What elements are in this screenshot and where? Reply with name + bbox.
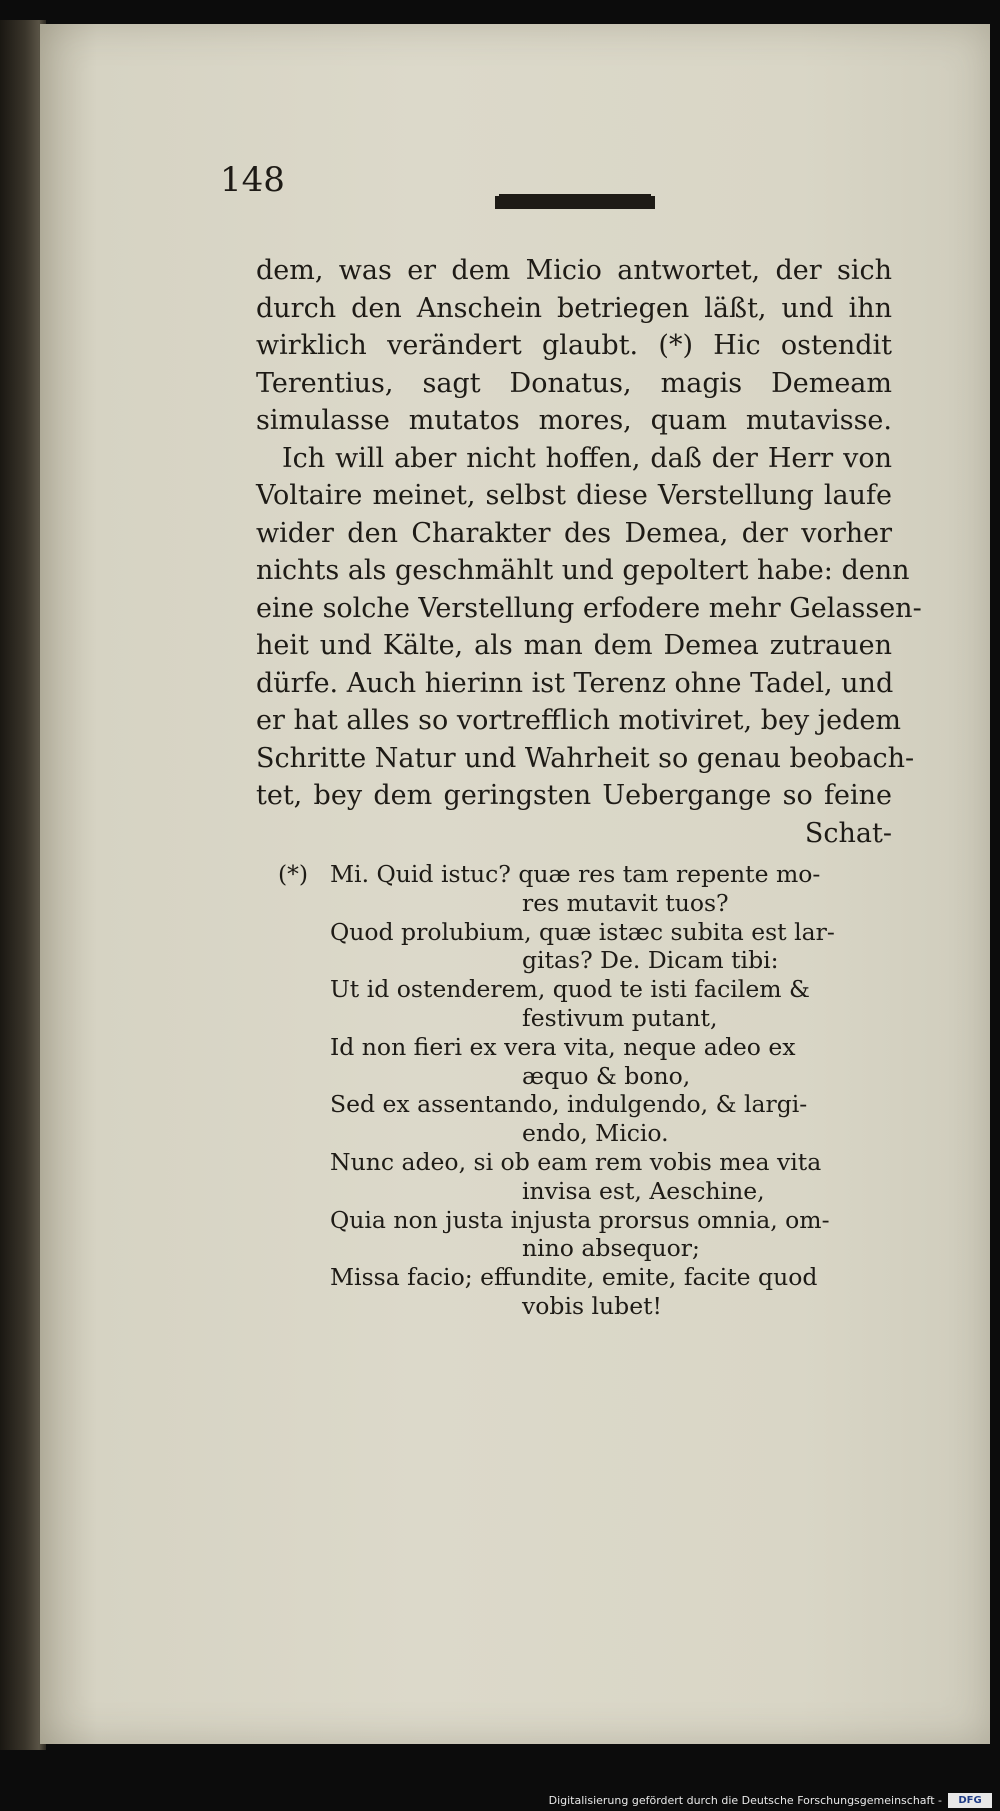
text-line: tet, bey dem geringsten Uebergange so feine — [256, 780, 892, 811]
footnote-line: Id non fieri ex vera vita, neque adeo ex — [330, 1032, 796, 1061]
page-number: 148 — [220, 160, 285, 200]
footnote-line: gitas? De. Dicam tibi: — [522, 946, 779, 975]
text-line: dürfe. Auch hierinn ist Terenz ohne Tadel, und — [256, 667, 894, 699]
footnote — [278, 860, 892, 1321]
text-line: heit und Kälte, als man dem Demea zutrauen — [256, 630, 892, 661]
footnote-line: Nunc adeo, si ob eam rem vobis mea vita — [330, 1147, 822, 1176]
dfg-logo: DFG — [948, 1793, 992, 1808]
text-line: nichts als geschmählt und gepoltert habe: denn — [256, 555, 910, 586]
footnote-line: Mi. Quid istuc? quæ res tam repente mo- — [330, 860, 821, 888]
digitization-credit: Digitalisierung gefördert durch die Deutsche Forschungsgemeinschaft - — [548, 1794, 942, 1807]
footnote-line: æquo & bono, — [522, 1061, 691, 1090]
footnote-line: endo, Micio. — [522, 1119, 669, 1148]
text-line: eine solche Verstellung erfodere mehr Gelassen- — [256, 592, 922, 624]
text-line: Ich will aber nicht hoffen, daß der Herr von — [282, 442, 892, 474]
footnote-line: festivum putant, — [522, 1003, 718, 1032]
text-line: er hat alles so vortrefflich motiviret, bey jedem — [256, 705, 902, 736]
text-line: dem, was er dem Micio antwortet, der sich — [256, 255, 892, 286]
text-line: Terentius, sagt Donatus, magis Demeam — [256, 367, 892, 399]
text-line: durch den Anschein betriegen läßt, und ihn — [256, 292, 892, 324]
footnote-line: Ut id ostenderem, quod te isti facilem & — [330, 975, 810, 1004]
footer-bar — [0, 1789, 1000, 1811]
text-line: Schritte Natur und Wahrheit so genau beobach- — [256, 742, 915, 774]
footnote-line: Quod prolubium, quæ istæc subita est lar- — [330, 917, 835, 946]
footnote-marker: (*) — [278, 860, 309, 888]
footnote-line: vobis lubet! — [522, 1291, 663, 1320]
footnote-line: Quia non justa injusta prorsus omnia, om- — [330, 1205, 830, 1234]
footnote-line: Sed ex assentando, indulgendo, & largi- — [330, 1090, 808, 1119]
main-text — [256, 252, 922, 852]
footnote-line: nino absequor; — [522, 1234, 700, 1263]
footnote-line: invisa est, Aeschine, — [522, 1176, 765, 1205]
text-line: Voltaire meinet, selbst diese Verstellung laufe — [256, 480, 892, 511]
footnote-entry — [278, 860, 892, 889]
catchword: Schat- — [804, 817, 892, 849]
footnote-line: Missa facio; effundite, emite, facite quod — [330, 1263, 818, 1292]
header-rule — [495, 196, 655, 209]
text-line: simulasse mutatos mores, quam mutavisse. — [256, 405, 892, 436]
text-line: wirklich verändert glaubt. (*) Hic ostendit — [256, 330, 892, 361]
footnote-line: res mutavit tuos? — [522, 888, 729, 917]
text-line: wider den Charakter des Demea, der vorher — [256, 517, 892, 549]
